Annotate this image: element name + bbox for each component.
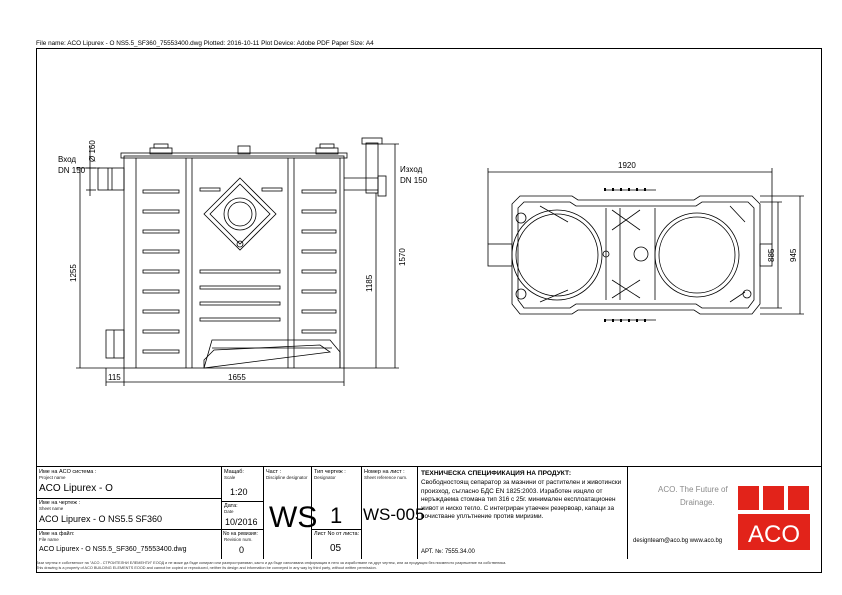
project-name-cell	[36, 467, 222, 559]
branding-cell	[628, 467, 822, 559]
footer-copyright-en: This drawing is a property of ACO BUILDING ELEMENTS EOOD and cannot be copied or reproduced, neither its design and information be conveyed in any way by third party, without written permission.	[36, 566, 377, 570]
date-sublabel: Date	[224, 509, 234, 514]
discipline-cell	[264, 467, 318, 559]
system-value: ACO Lipurex - O	[39, 483, 113, 494]
type-sublabel: Designator	[314, 475, 336, 480]
article-number: АРТ. №: 7555.34.00	[421, 549, 475, 555]
aco-logo	[738, 486, 810, 550]
title-block	[36, 466, 822, 559]
part-value: WS	[269, 501, 318, 534]
inlet-size-label: DN 150	[58, 166, 86, 175]
type-value: 1	[330, 503, 343, 528]
footer-copyright-bg: Тази чертеж е собственост на "ACO - СТРОИТЕЛНИ ЕЛЕМЕНТИ" ЕООД и не може да бъде копиран или разпространяван, както и да бъде използвана информация в него за изработване на друг чертеж, или за продукция без писменото разрешение на собственика.	[36, 561, 507, 565]
drawing-name-label: Име на чертеж :	[39, 500, 80, 506]
dim-width-inner: 885	[767, 248, 776, 262]
dim-height-outlet: 1185	[365, 274, 374, 292]
drawing-name-sublabel: Sheet name	[39, 506, 64, 511]
spec-body: Свободностоящ сепаратор за мазнини от растителен и животински произход, съгласно БДС EN 1825:2003. Изработен изцяло от неръждаема стомана тип 316 с 25г. минимален експлоатационен живот и ниско тегло. С интегриран утаечен резервоар, капаци за почистване уплътнение против миризми.	[421, 479, 622, 521]
logo-text: ACO	[747, 521, 801, 548]
dim-height-total: 1570	[398, 248, 407, 266]
date-value: 10/2016	[225, 517, 258, 527]
website-contact: designteam@aco.bg www.aco.bg	[633, 538, 723, 544]
side-view	[76, 138, 399, 386]
system-label: Име на ACO система :	[39, 469, 97, 475]
revision-sublabel: Revision num.	[224, 537, 253, 542]
file-label: Име на файл:	[39, 531, 75, 537]
sheet-no-value: 05	[330, 543, 342, 554]
dim-height-inlet: 1255	[69, 264, 78, 282]
spec-cell	[418, 467, 628, 559]
number-value: WS-005	[363, 505, 425, 524]
dim-top-length: 1920	[618, 161, 636, 170]
number-label: Номер на лист :	[364, 469, 405, 475]
date-label: Дата:	[224, 503, 238, 509]
sheet-number-cell	[362, 467, 425, 559]
type-cell	[312, 467, 362, 559]
part-sublabel: Discipline designator	[266, 475, 308, 480]
outlet-label: Изход	[400, 165, 423, 174]
system-sublabel: Project name	[39, 475, 66, 480]
scale-value: 1:20	[230, 487, 248, 497]
file-info-header: File name: ACO Lipurex - O NS5.5_SF360_75553400.dwg Plotted: 2016-10-11 Plot Device: Adobe PDF Paper Size: A4	[36, 40, 374, 47]
scale-cell	[222, 467, 264, 559]
file-value: ACO Lipurex - O NS5.5_SF360_75553400.dwg	[39, 546, 187, 553]
dim-length: 1655	[228, 373, 246, 382]
number-sublabel: Sheet reference num.	[364, 475, 408, 480]
dim-width-outer: 945	[789, 248, 798, 262]
sheet-no-label: Лист No от листа:	[314, 531, 360, 537]
file-sublabel: File name	[39, 537, 59, 542]
drawing-name-value: ACO Lipurex - O NS5.5 SF360	[39, 514, 163, 524]
dim-offset: 115	[108, 373, 121, 382]
scale-sublabel: Scale	[224, 475, 236, 480]
slogan-line-2: Drainage.	[680, 498, 715, 507]
part-label: Част :	[266, 469, 282, 475]
type-label: Тип чертеж :	[314, 469, 346, 475]
outlet-size-label: DN 150	[400, 176, 428, 185]
revision-value: 0	[239, 545, 245, 555]
inlet-label: Вход	[58, 155, 77, 164]
slogan-line-1: ACO. The Future of	[658, 485, 728, 494]
revision-label: No на ревизия:	[223, 531, 258, 537]
scale-label: Мащаб:	[224, 469, 244, 475]
spec-title: ТЕХНИЧЕСКА СПЕЦИФИКАЦИЯ НА ПРОДУКТ:	[421, 470, 572, 477]
dim-diameter: Ø 160	[88, 140, 97, 162]
